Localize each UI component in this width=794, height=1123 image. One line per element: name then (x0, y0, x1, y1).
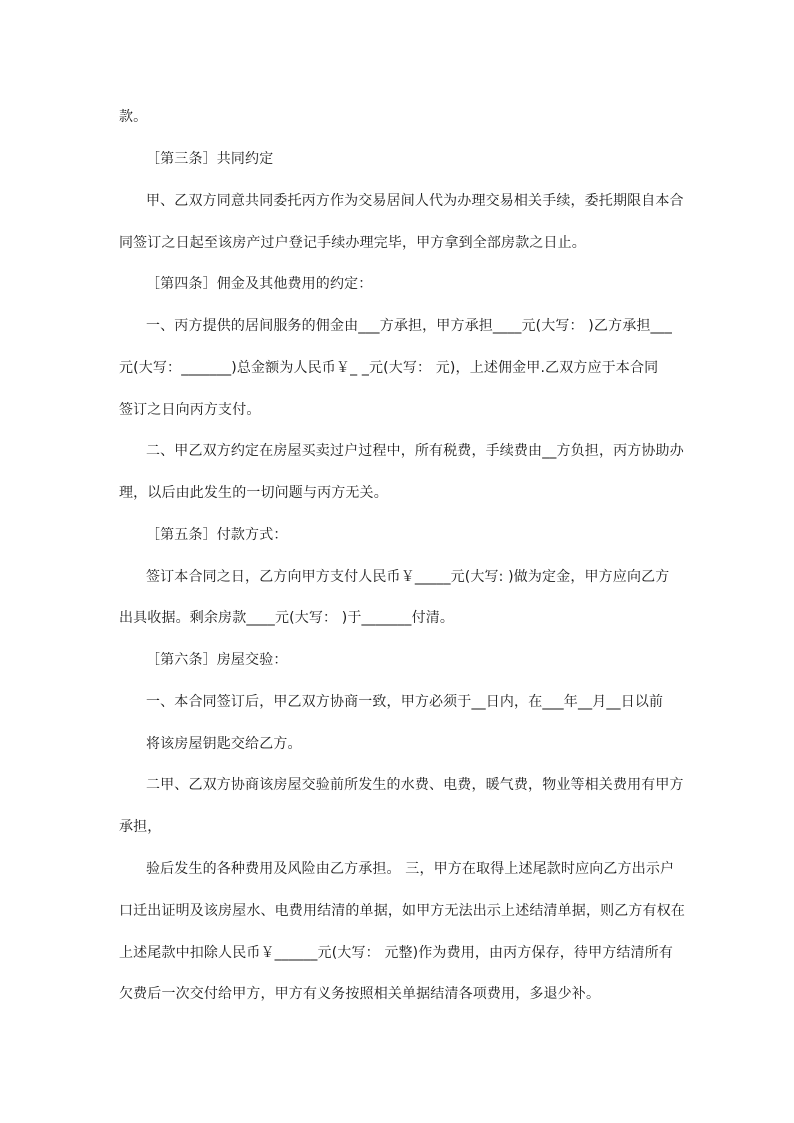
text-line: 上述尾款中扣除人民币￥______元(大写： 元整)作为费用，由丙方保存，待甲方结清所有 (119, 945, 673, 961)
section-heading-article-5: ［第五条］付款方式： (146, 527, 288, 543)
text-line: 承担， (119, 819, 162, 835)
text-line: 元(大写：_______)总金额为人民币￥_ _元(大写： 元)，上述佣金甲.乙双方应于本合同 (119, 360, 659, 376)
text-line: 出具收据。剩余房款____元(大写： )于_______付清。 (119, 610, 455, 626)
text-line: 二甲、乙双方协商该房屋交验前所发生的水费、电费，暖气费，物业等相关费用有甲方 (146, 777, 684, 793)
section-heading-article-3: ［第三条］共同约定 (146, 151, 274, 167)
text-line: 甲、乙双方同意共同委托丙方作为交易居间人代为办理交易相关手续，委托期限自本合 (146, 193, 684, 209)
text-line: 一、本合同签订后，甲乙双方协商一致，甲方必须于__日内，在___年__月__日以前 (146, 694, 664, 710)
text-line: 理，以后由此发生的一切问题与丙方无关。 (119, 485, 388, 501)
text-line: 签订本合同之日，乙方向甲方支付人民币￥_____元(大写: )做为定金，甲方应向乙方 (146, 569, 670, 585)
text-line: 签订之日向丙方支付。 (119, 402, 261, 418)
text-line: 将该房屋钥匙交给乙方。 (146, 736, 302, 752)
text-line: 验后发生的各种费用及风险由乙方承担。 三，甲方在取得上述尾款时应向乙方出示户 (146, 861, 675, 877)
text-line: 欠费后一次交付给甲方，甲方有义务按照相关单据结清各项费用，多退少补。 (119, 986, 601, 1002)
text-line: 一、丙方提供的居间服务的佣金由___方承担，甲方承担____元(大写： )乙方承担___ (146, 318, 672, 334)
section-heading-article-4: ［第四条］佣金及其他费用的约定： (146, 276, 373, 292)
text-line: 同签订之日起至该房产过户登记手续办理完毕，甲方拿到全部房款之日止。 (119, 235, 586, 251)
section-heading-article-6: ［第六条］房屋交验： (146, 652, 288, 668)
text-line: 口迁出证明及该房屋水、电费用结清的单据，如甲方无法出示上述结清单据，则乙方有权在 (119, 903, 685, 919)
text-line: 款。 (119, 109, 148, 125)
text-line: 二、甲乙双方约定在房屋买卖过户过程中，所有税费，手续费由__方负担，丙方协助办 (146, 443, 684, 459)
